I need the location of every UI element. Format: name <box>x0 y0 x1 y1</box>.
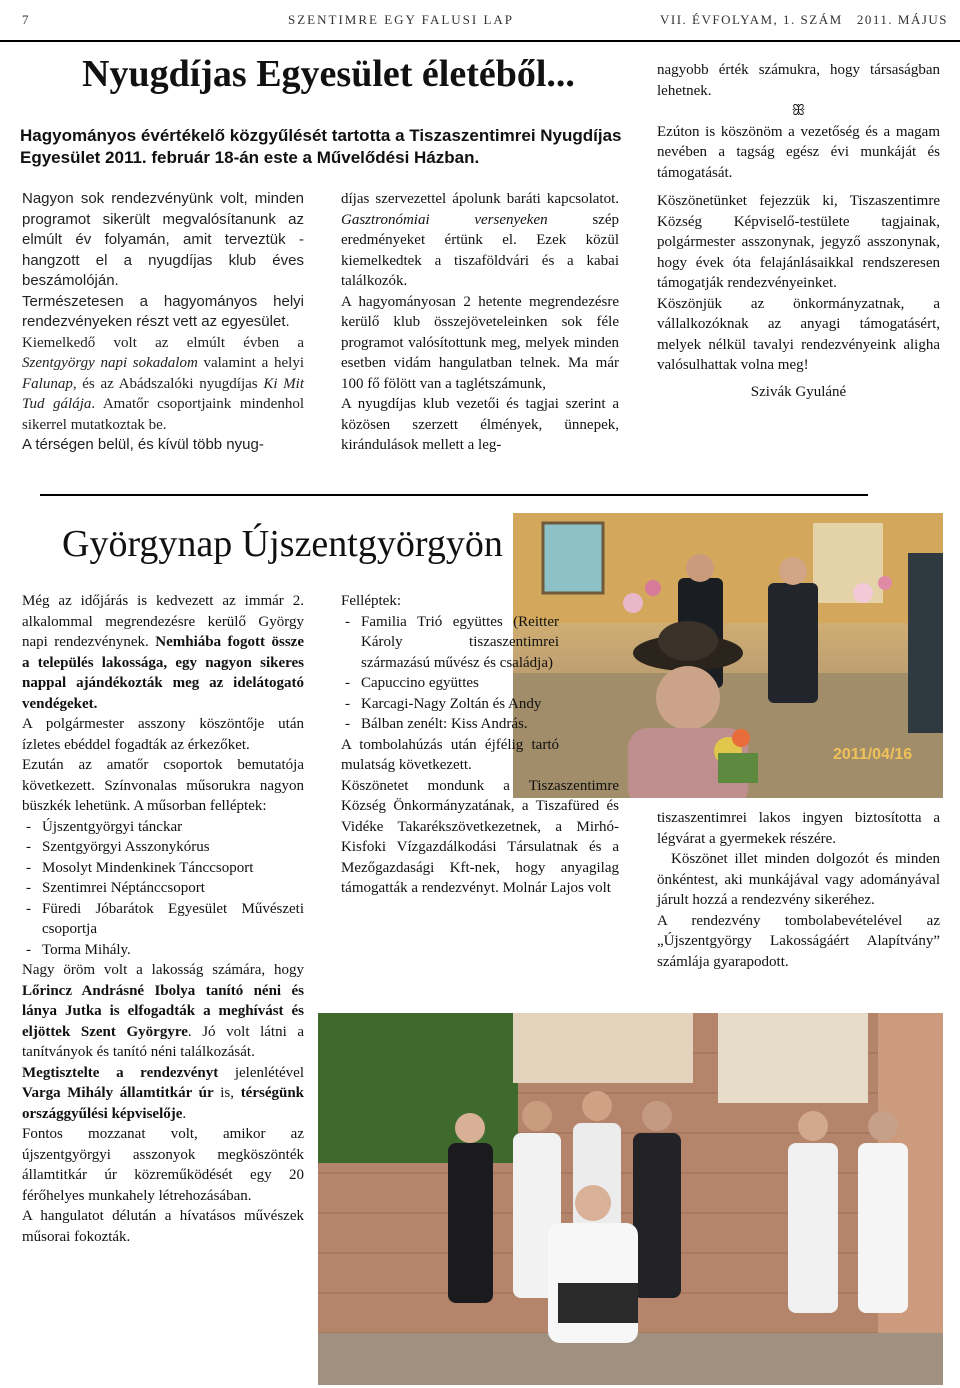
text: valamint a helyi <box>203 355 304 371</box>
list-item: - Szentgyörgyi Asszonykórus <box>22 837 304 858</box>
article2-title: Györgynap Újszentgyörgyön <box>62 523 503 565</box>
list-item: - Capuccino együttes <box>341 673 559 694</box>
article1-col3-p3: Köszönetünket fejezzük ki, Tiszaszentimre Község Képviselő-testülete tagjainak, polgármester asszonynak, jegyző asszonynak, hogy évek óta felajánlásaikkal rendszeresen támogatják rendezvényeinket. <box>657 193 940 291</box>
article2-col3-p2: Köszönet illet minden dolgozót és minden önkéntest, aki munkájával vagy adományával járult hozzá a rendezvény sikeréhez. <box>657 851 940 908</box>
article1-col3 <box>657 60 940 402</box>
article2-col3-p1: tiszaszentimrei lakos ingyen biztosította a légvárat a gyermekek részére. <box>657 810 940 847</box>
text-bold: Varga Mihály államtitkár úr <box>22 1085 214 1101</box>
text: is, <box>220 1085 235 1101</box>
list-item: - Torma Mihály. <box>22 940 304 961</box>
event-name: Ki Mit Tud gálája <box>22 375 304 412</box>
event-name: Falunap <box>22 375 73 392</box>
article2-col1-p7: A hangulatot délután a hívatásos művészek műsorai fokozták. <box>22 1208 304 1245</box>
publication-name: SZENTIMRE EGY FALUSI LAP <box>288 12 515 27</box>
text-italic: Gasztronómiai versenyeken <box>341 211 548 228</box>
article1-col3-p1: nagyobb érték számukra, hogy társaságban lehetnek. <box>657 62 940 99</box>
article1-col3-p4: Köszönjük az önkormányzatnak, a vállalkozóknak az anyagi támogatásért, melyek nélkül tavalyi rendezvényeink aligha valósulhattak volna meg! <box>657 295 940 373</box>
article2-col2-intro: Felléptek: <box>341 593 401 609</box>
performers-list-2 <box>341 612 559 735</box>
article2-col3-p3: A rendezvény tombolabevételével az „Újszentgyörgy Lakosságáért Alapítvány” számlája gyarapodott. <box>657 912 940 970</box>
list-item: - Bálban zenélt: Kiss András. <box>341 714 559 735</box>
article2-col2-p1: A tombolahúzás után éjfélig tartó mulatság következett. <box>341 736 559 773</box>
article1-col1-p2: Természetesen a hagyományos helyi rendezvényeken részt vett az egyesület. <box>22 292 304 330</box>
list-item: - Újszentgyörgyi tánckar <box>22 817 304 838</box>
text: Kiemelkedő volt az elmúlt évben a <box>22 334 304 351</box>
article1-title: Nyugdíjas Egyesület életéből... <box>82 53 575 95</box>
article2-col1-p3: Ezután az amatőr csoportok bemutatója következett. Színvonalas műsorukra nagyon büszkék lehetünk. A műsorban felléptek: <box>22 757 304 814</box>
article-separator <box>40 494 868 496</box>
page-number: 7 <box>22 12 31 27</box>
article2-col1-p4 <box>22 960 304 1063</box>
header-rule <box>0 40 960 42</box>
performers-list <box>22 817 304 961</box>
article1-col2 <box>341 189 619 456</box>
article1-col1-p3 <box>22 333 304 436</box>
list-item: - Karcagi-Nagy Zoltán és Andy <box>341 694 559 715</box>
article1-col1-p1: Nagyon sok rendezvényünk volt, minden programot sikerült megvalósítanunk az elmúlt év folyamán, amit terveztük - hangzott el a nyugdíjas klub éves beszámolóján. <box>22 190 304 289</box>
text: , és az Abádszalóki nyugdíjas <box>72 375 258 392</box>
photo-group <box>318 1013 943 1385</box>
article2-col2-p2: Köszönetet mondunk a Tiszaszentimre Község Önkormányzatának, a Tiszafüred és Vidéke Takarékszövetkezetnek, a Mirhó-Kisfoki Vízgazdálkodási Társulatnak és a Mezőgazdasági Kft-nek, hogy anyagilag támogatták a rendezvényt. Molnár Lajos volt <box>341 777 619 896</box>
text: . <box>182 1105 187 1122</box>
text: Még az időjárás is kedvezett az immár 2. alkalommal megrendezésre kerülő György napi rendezvénynek. <box>22 593 304 650</box>
article2-col1 <box>22 591 304 1247</box>
article2-col1-p1 <box>22 591 304 714</box>
text: díjas szervezettel ápolunk baráti kapcsolatot. <box>341 191 619 207</box>
list-item: - Szentimrei Néptánccsoport <box>22 878 304 899</box>
article1-col2-p1 <box>341 189 619 292</box>
article2-col1-p6: Fontos mozzanat volt, amikor az újszentgyörgyi asszonyok megköszönték államtitkár úr közreműködését egy 20 férőhelyes munkahely létrehozásában. <box>22 1126 304 1204</box>
article2-col1-p2: A polgármester asszony köszöntője után ízletes ebéddel fogadták az érkezőket. <box>22 716 304 753</box>
issue-info: VII. ÉVFOLYAM, 1. SZÁM 2011. MÁJUS <box>660 12 949 27</box>
flourish-ornament-icon: ꕥ <box>791 103 806 119</box>
article1-col2-p3: A nyugdíjas klub vezetői és tagjai szerint a közösen szerzett élmények, ünnepek, kirándulások mellett a leg- <box>341 396 619 453</box>
text: szép eredményeket értünk el. Ezek közül kiemelkedtek a tiszaföldvári és a kabai találkozók. <box>341 211 619 289</box>
text-bold: Lőrincz Andrásné Ibolya tanító néni és lánya Jutka is elfogadták a meghívást és eljöttek Szent Györgyre <box>22 982 304 1040</box>
text: jelenlétével <box>234 1064 304 1081</box>
text-bold: térségünk országgyűlési képviselője <box>22 1085 305 1122</box>
list-item: - Familia Trió együttes (Reitter Károly tiszaszentimrei származású művész és családja) <box>341 612 559 674</box>
event-name: Szentgyörgy napi sokadalom <box>22 355 198 371</box>
photo-date-stamp: 2011/04/16 <box>833 746 913 763</box>
article2-col3 <box>657 808 940 972</box>
article2-col2 <box>341 591 619 899</box>
article1-signature: Szivák Gyuláné <box>750 383 847 400</box>
text: . Jó volt látni a tanítványok és tanító néni találkozását. <box>22 1023 304 1060</box>
list-item: - Mosolyt Mindenkinek Tánccsoport <box>22 858 304 879</box>
article1-col1-p4: A térségen belül, és kívül több nyug- <box>22 436 264 453</box>
article2-col1-p5 <box>22 1063 304 1125</box>
article1-col2-p2: A hagyományosan 2 hetente megrendezésre kerülő klub összejöveteleinken sok féle programot valósítottunk meg, melyek minden esetben vidám hangulatban telnek. Ma már 100 fő fölött van a taglétszámunk, <box>341 293 619 392</box>
article1-col3-p2: Ezúton is köszönöm a vezetőség és a magam nevében a tagság egész évi munkáját és támogatását. <box>657 123 940 181</box>
text: . Amatőr csoportjaink mindenhol sikerrel mutatkoztak be. <box>22 396 304 433</box>
list-item: - Füredi Jóbarátok Egyesület Művészeti csoportja <box>22 899 304 940</box>
photo-group-illustration <box>318 1013 943 1385</box>
article1-subtitle: Hagyományos évértékelő közgyűlését tartotta a Tiszaszentimrei Nyugdíjas Egyesület 2011. február 18-án este a Művelődési Házban. <box>20 126 622 167</box>
text-bold: Nemhiába fogott össze a település lakossága, egy nagyon sikeres nappal ajándékozták meg az idelátogató vendégeket. <box>22 634 304 712</box>
article1-col1 <box>22 189 304 456</box>
text-bold: Megtisztelte a rendezvényt <box>22 1064 219 1081</box>
text: Nagy öröm volt a lakosság számára, hogy <box>22 962 304 978</box>
